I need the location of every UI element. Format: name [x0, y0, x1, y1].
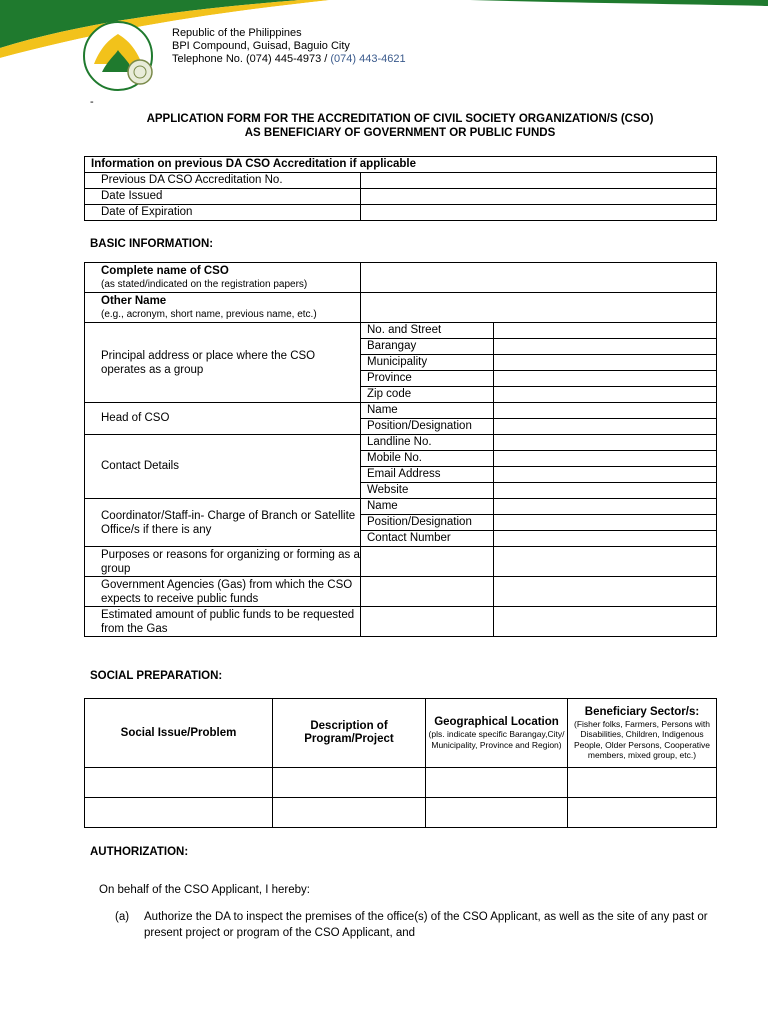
table-row — [85, 157, 717, 173]
complete-name-note: (as stated/indicated on the registration papers) — [101, 278, 308, 290]
other-name-label — [85, 293, 361, 323]
amount-label: Estimated amount of public funds to be requested from the Gas — [85, 607, 361, 637]
address-zip-field[interactable] — [494, 387, 717, 403]
table-row — [85, 547, 717, 577]
contact-mobile-label: Mobile No. — [361, 451, 494, 467]
phone-primary: Telephone No. (074) 445-4973 / — [172, 53, 331, 65]
address-municipality-field[interactable] — [494, 355, 717, 371]
contact-landline-label: Landline No. — [361, 435, 494, 451]
beneficiary-sector-cell[interactable] — [568, 768, 717, 798]
agencies-label: Government Agencies (Gas) from which the CSO expects to receive public funds — [85, 577, 361, 607]
basic-information-table — [84, 262, 717, 637]
table-row — [85, 189, 717, 205]
geographical-location-cell[interactable] — [426, 798, 568, 828]
beneficiary-sector-note: (Fisher folks, Farmers, Persons with Disabilities, Children, Indigenous People, Older Persons, Cooperative members, mixed group, etc.) — [573, 718, 711, 760]
table-row — [85, 435, 717, 451]
authorization-lead: On behalf of the CSO Applicant, I hereby: — [99, 884, 310, 896]
table-row — [85, 263, 717, 293]
table-row — [85, 403, 717, 419]
form-title-line-2: AS BENEFICIARY OF GOVERNMENT OR PUBLIC FUNDS — [244, 127, 556, 139]
other-name-title: Other Name — [101, 294, 167, 307]
table-row — [85, 577, 717, 607]
previous-accreditation-heading: Information on previous DA CSO Accreditation if applicable — [85, 157, 717, 173]
other-name-field[interactable] — [361, 293, 717, 323]
phone-alt: (074) 443-4621 — [330, 53, 406, 65]
head-name-label: Name — [361, 403, 494, 419]
coordinator-label: Coordinator/Staff-in- Charge of Branch or Satellite Office/s if there is any — [85, 499, 361, 547]
principal-address-label: Principal address or place where the CSO operates as a group — [85, 323, 361, 403]
coordinator-name-field[interactable] — [494, 499, 717, 515]
geographical-location-header — [426, 699, 568, 768]
letterhead — [172, 27, 406, 66]
table-row — [85, 205, 717, 221]
beneficiary-sector-title: Beneficiary Sector/s: — [584, 705, 700, 718]
coordinator-position-label: Position/Designation — [361, 515, 494, 531]
beneficiary-sector-header — [568, 699, 717, 768]
address-municipality-label: Municipality — [361, 355, 494, 371]
address-street-field[interactable] — [494, 323, 717, 339]
table-row — [85, 293, 717, 323]
purposes-label: Purposes or reasons for organizing or forming as a group — [85, 547, 361, 577]
authorization-item-letter: (a) — [115, 911, 130, 923]
head-name-field[interactable] — [494, 403, 717, 419]
address-barangay-field[interactable] — [494, 339, 717, 355]
geographical-location-cell[interactable] — [426, 768, 568, 798]
form-title-line-1: APPLICATION FORM FOR THE ACCREDITATION OF CIVIL SOCIETY ORGANIZATION/S (CSO) — [146, 113, 654, 125]
address-zip-label: Zip code — [361, 387, 494, 403]
coordinator-contact-field[interactable] — [494, 531, 717, 547]
table-row — [85, 699, 717, 768]
head-position-label: Position/Designation — [361, 419, 494, 435]
accreditation-no-label: Previous DA CSO Accreditation No. — [85, 173, 361, 189]
head-of-cso-label: Head of CSO — [85, 403, 361, 435]
coordinator-contact-label: Contact Number — [361, 531, 494, 547]
geographical-location-note: (pls. indicate specific Barangay,City/ Municipality, Province and Region) — [428, 729, 565, 750]
address-province-label: Province — [361, 371, 494, 387]
address-province-field[interactable] — [494, 371, 717, 387]
head-position-field[interactable] — [494, 419, 717, 435]
table-row — [85, 798, 717, 828]
table-row — [85, 323, 717, 339]
social-issue-cell[interactable] — [85, 768, 273, 798]
social-issue-cell[interactable] — [85, 798, 273, 828]
other-name-note: (e.g., acronym, short name, previous name, etc.) — [101, 308, 317, 320]
social-issue-header: Social Issue/Problem — [85, 699, 273, 768]
coordinator-name-label: Name — [361, 499, 494, 515]
complete-name-field[interactable] — [361, 263, 717, 293]
date-issued-field[interactable] — [361, 189, 717, 205]
purposes-field-a[interactable] — [361, 547, 494, 577]
social-preparation-table — [84, 698, 717, 828]
beneficiary-sector-cell[interactable] — [568, 798, 717, 828]
contact-email-label: Email Address — [361, 467, 494, 483]
department-of-agriculture-seal — [72, 14, 164, 94]
amount-field-a[interactable] — [361, 607, 494, 637]
authorization-item-text: Authorize the DA to inspect the premises of the office(s) of the CSO Applicant, as well as the site of any past or present project or program of the CSO Applicant, and — [144, 911, 708, 939]
contact-website-label: Website — [361, 483, 494, 499]
complete-name-label — [85, 263, 361, 293]
table-row — [85, 173, 717, 189]
table-row — [85, 768, 717, 798]
contact-website-field[interactable] — [494, 483, 717, 499]
program-description-cell[interactable] — [273, 768, 426, 798]
accreditation-no-field[interactable] — [361, 173, 717, 189]
social-preparation-label: SOCIAL PREPARATION: — [90, 670, 223, 682]
table-row — [85, 607, 717, 637]
geographical-location-title: Geographical Location — [434, 716, 559, 728]
purposes-field-b[interactable] — [494, 547, 717, 577]
letterhead-line-1: Republic of the Philippines — [172, 27, 302, 39]
contact-landline-field[interactable] — [494, 435, 717, 451]
table-row — [85, 499, 717, 515]
address-barangay-label: Barangay — [361, 339, 494, 355]
amount-field-b[interactable] — [494, 607, 717, 637]
form-title — [84, 112, 716, 140]
basic-information-label: BASIC INFORMATION: — [90, 238, 214, 250]
authorization-label: AUTHORIZATION: — [90, 846, 189, 858]
address-street-label: No. and Street — [361, 323, 494, 339]
dash-mark: - — [90, 96, 94, 108]
coordinator-position-field[interactable] — [494, 515, 717, 531]
date-issued-label: Date Issued — [85, 189, 361, 205]
date-expiration-field[interactable] — [361, 205, 717, 221]
program-description-header: Description of Program/Project — [273, 699, 426, 768]
agencies-field-b[interactable] — [494, 577, 717, 607]
date-expiration-label: Date of Expiration — [85, 205, 361, 221]
complete-name-title: Complete name of CSO — [101, 264, 229, 277]
letterhead-phone — [172, 53, 406, 66]
previous-accreditation-table — [84, 156, 717, 221]
agencies-field-a[interactable] — [361, 577, 494, 607]
program-description-cell[interactable] — [273, 798, 426, 828]
letterhead-line-2: BPI Compound, Guisad, Baguio City — [172, 40, 350, 52]
contact-email-field[interactable] — [494, 467, 717, 483]
contact-mobile-field[interactable] — [494, 451, 717, 467]
contact-details-label: Contact Details — [85, 435, 361, 499]
